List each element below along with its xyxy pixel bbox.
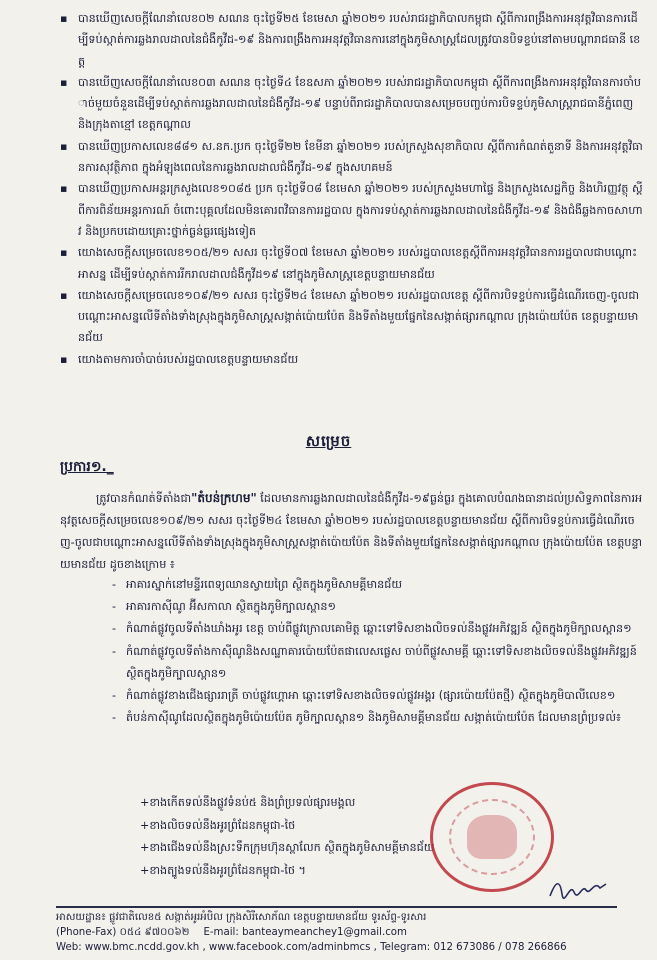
seal-emblem (467, 815, 517, 859)
footer-address-row (56, 910, 643, 925)
bullet-icon: ▪ (60, 182, 68, 196)
boundary-item: +ខាងត្បូងទល់នឹងអូរព្រំដែនកម្ពុជា-ថៃ ។ (140, 863, 306, 877)
bullet-icon: ▪ (60, 246, 68, 260)
footer-divider (56, 906, 617, 908)
location-item (112, 574, 643, 596)
preamble-item (58, 349, 643, 370)
preamble-item (58, 136, 643, 179)
bullet-icon: ▪ (60, 75, 68, 89)
dash-icon: - (112, 622, 117, 636)
footer-web-row: Web: www.bmc.ncdd.gov.kh , www.facebook.com/adminbmcs , Telegram: 012 673086 / 078 266866 (56, 942, 567, 953)
website-link[interactable]: www.bmc.ncdd.gov.kh (84, 942, 200, 953)
preamble-text: យោងសេចក្តីសម្រេចលេខ១០៩/២១ សសរ ចុះថ្ងៃទី២៤ ខែមេសា ឆ្នាំ២០២១ របស់រដ្ឋបាលខេត្ត ស្តីពីការបិទខ្ទប់ការធ្វើដំណើរចេញ-ចូលជាបណ្តោះអាសន្នលើទីតាំងទាំងស្រុងក្នុងភូមិសាស្ត្រសង្កាត់ប៉ោយប៉ែត និងទីតាំងមួយផ្នែកនៃសង្កាត់ផ្សារកណ្តាល ក្រុងប៉ោយប៉ែត ខេត្តបន្ទាយមានជ័យ (78, 288, 639, 345)
preamble-item (58, 242, 643, 285)
location-text: អាគារកាស៊ីណូ អ៊ីសកាលា ស្ថិតក្នុងភូមិក្បាលស្ពាន១ (126, 600, 336, 614)
preamble-item (58, 178, 643, 242)
phone-number: ០៥៤ ៩៧០០៦២ (119, 927, 190, 938)
location-item (112, 685, 643, 707)
letterhead-footer (56, 910, 643, 955)
preamble-list (58, 8, 643, 370)
location-text: កំណាត់ផ្លូវខាងជើងផ្សាររាត្រី ចាប់ផ្លូវហ្គោអា ឆ្ពោះទៅទិសខាងលិចទល់ផ្លូវអង្គរ (ផ្សារប៉ោយប៉ែតថ្មី) ស្ថិតក្នុងភូមិបាលីលេខ១ (126, 689, 616, 703)
location-text: អាគារស្នាក់នៅមន្ទីរពេទ្យឈានស្វាយព្រៃ ស្ថិតក្នុងភូមិសាមគ្គីមានជ័យ (126, 578, 402, 591)
location-item (112, 596, 643, 618)
footer-contact-row (56, 925, 643, 940)
email-label: E-mail: (203, 927, 239, 938)
dash-icon: - (112, 711, 117, 725)
location-list (112, 574, 643, 729)
preamble-text: យោងតាមការចាំបាច់របស់រដ្ឋបាលខេត្តបន្ទាយមានជ័យ (78, 352, 299, 366)
location-text: កំណាត់ផ្លូវចូលទីតាំងកាស៊ីណូនិងសណ្ឋាគារប៉ោយប៉ែតផាលេសផ្លេស ចាប់ពីផ្លូវសាមគ្គី ឆ្ពោះទៅទិសខាងលិចទល់នឹងផ្លូវអភិវឌ្ឍន៍ ស្ថិតក្នុងភូមិក្បាលស្ពាន១ (126, 644, 637, 680)
bullet-icon: ▪ (60, 288, 68, 302)
location-item (112, 618, 643, 640)
article-label: ប្រការ១._ (60, 459, 114, 475)
web-label: Web: (56, 942, 82, 953)
decision-heading: សម្រេច (305, 432, 352, 450)
telegram-numbers: 012 673086 / 078 266866 (433, 942, 567, 953)
dash-icon: - (112, 600, 117, 614)
location-text: កំណាត់ផ្លូវចូលទីតាំងឃាំងអូរ ខេត្ត ចាប់ពីផ្លូវក្រោលគោមិត្ត ឆ្ពោះទៅទិសខាងលិចទល់នឹងផ្លូវអភិវឌ្ឍន៍ ស្ថិតក្នុងភូមិក្បាលស្ពាន១ (126, 622, 632, 636)
address-label: អាសយដ្ឋាន៖ (56, 912, 106, 923)
article-text-start: ត្រូវបានកំណត់ទីតាំងជា (96, 492, 192, 505)
dash-icon: - (112, 689, 117, 703)
preamble-text: យោងសេចក្តីសម្រេចលេខ១០៥/២១ សសរ ចុះថ្ងៃទី០៧ ខែមេសា ឆ្នាំ២០២១ របស់រដ្ឋបាលខេត្តស្តីពីការអនុវត្តវិធានការរដ្ឋបាលជាបណ្តោះអាសន្ន ដើម្បីទប់ស្កាត់ការរីករាលដាលជំងឺកូវីដ១៩ នៅក្នុងភូមិសាស្ត្រខេត្តបន្ទាយមានជ័យ (78, 246, 638, 281)
preamble-text: បានឃើញប្រកាសលេខ៨៨១ ស.នក.ប្រក ចុះថ្ងៃទី២២ ខែមីនា ឆ្នាំ២០២១ របស់ក្រសួងសុខាភិបាល ស្តីពីការកំណត់តួនាទី និងការអនុវត្តវិធានការសុវត្ថិភាព ក្នុងអំឡុងពេលនៃការឆ្លងរាលដាលជំងឺកូវីដ-១៩ ក្នុងសហគមន៍ (78, 139, 643, 175)
boundary-item: +ខាងកើតទល់នឹងផ្លូវទំនប់៥ និងព្រំប្រទល់ផ្សារមង្គល (140, 796, 356, 809)
location-item (112, 707, 643, 729)
signature (548, 874, 608, 904)
boundary-item: +ខាងជើងទល់នឹងស្រះទឹកក្រុមហ៊ុនស្ពាលែក ស្ថិតក្នុងភូមិសាមគ្គីមានជ័យ (140, 841, 435, 854)
boundary-item: +ខាងលិចទល់នឹងអូរព្រំដែនកម្ពុជា-ថៃ (140, 818, 296, 832)
preamble-text: បានឃើញប្រកាសអន្តរក្រសួងលេខ១០៨៥ ប្រក ចុះថ្ងៃទី០៨ ខែមេសា ឆ្នាំ២០២១ របស់ក្រសួងមហាផ្ទៃ និងក្រសួងសេដ្ឋកិច្ច និងហិរញ្ញវត្ថុ ស្តីពីការពិន័យអន្តរការណ៍ ចំពោះបុគ្គលដែលមិនគោរពវិធានការរដ្ឋបាល ក្នុងការទប់ស្កាត់ការឆ្លងរាលដាលនៃជំងឺកូវីដ-១៩ និងជំងឺឆ្លងកាចសាហាវ និងប្រកបដោយគ្រោះថ្នាក់ធ្ងន់ធ្ងរផ្សេងទៀត (78, 182, 643, 238)
dash-icon: - (112, 578, 117, 591)
bullet-icon: ▪ (60, 352, 68, 366)
location-text: តំបន់កាស៊ីណូដែលស្ថិតក្នុងភូមិប៉ោយប៉ែត ភូមិក្បាលស្ពាន១ និងភូមិសាមគ្គីមានជ័យ សង្កាត់ប៉ោយប៉ែត ដែលមានព្រំប្រទល់៖ (126, 711, 621, 725)
bullet-icon: ▪ (60, 139, 68, 153)
location-item (112, 641, 643, 685)
article-text-end: ដែលមានការឆ្លងរាលដាលនៃជំងឺកូវីដ-១៩ធ្ងន់ធ្ងរ ក្នុងគោលបំណងធានាដល់ប្រសិទ្ធភាពនៃការអនុវត្តសេចក្តីសម្រេចលេខ១០៩/២១ សសរ ចុះថ្ងៃទី២៤ ខែមេសា ឆ្នាំ២០២១ របស់រដ្ឋបាលខេត្តបន្ទាយមានជ័យ ស្តីពីការបិទខ្ទប់ការធ្វើដំណើរចេញ-ចូលជាបណ្តោះអាសន្នលើទីតាំងទាំងស្រុងក្នុងភូមិសាស្ត្រសង្កាត់ប៉ោយប៉ែត និងទីតាំងមួយផ្នែកនៃសង្កាត់ផ្សារកណ្តាល ក្រុងប៉ោយប៉ែត ខេត្តបន្ទាយមានជ័យ ដូចខាងក្រោម ៖ (60, 492, 643, 571)
preamble-item (58, 72, 643, 136)
bullet-icon: ▪ (60, 12, 68, 25)
phone-label: (Phone-Fax) (56, 927, 117, 938)
preamble-text: បានឃើញសេចក្តីណែនាំលេខ០២ សណន ចុះថ្ងៃទី២៥ ខែមេសា ឆ្នាំ២០២១ របស់រាជរដ្ឋាភិបាលកម្ពុជា ស្តីពីការពង្រឹងការអនុវត្តវិធានការដើម្បីទប់ស្កាត់ការឆ្លងរាលដាលនៃជំងឺកូវីដ-១៩ និងការពង្រឹងការអនុវត្តវិធានការនៅក្នុងភូមិសាស្ត្រដែលត្រូវបានបិទខ្ទប់នៅតាមបណ្តារាជធានី ខេត្ត (78, 12, 641, 68)
preamble-item (58, 285, 643, 349)
preamble-text: បានឃើញសេចក្តីណែនាំលេខ០៣ សណន ចុះថ្ងៃទី៤ ខែឧសភា ឆ្នាំ២០២១ របស់រាជរដ្ឋាភិបាលកម្ពុជា ស្តីពីការពង្រឹងការអនុវត្តវិធានការចាំបាច់មួយចំនួនដើម្បីទប់ស្កាត់ការឆ្លងរាលដាលនៃជំងឺកូវីដ-១៩ បន្ទាប់ពីរាជរដ្ឋាភិបាលបានសម្រេចបញ្ចប់ការបិទខ្ទប់ភូមិសាស្ត្ររាជធានីភ្នំពេញ និងក្រុងតាខ្មៅ ខេត្តកណ្តាល (78, 75, 642, 132)
telegram-label: Telegram: (380, 942, 431, 953)
red-zone-label: "តំបន់ក្រហម" (191, 491, 257, 505)
address-text: ផ្លូវជាតិលេខ៥ សង្កាត់អូរអំបិល ក្រុងសិរីសោភ័ណ ខេត្តបន្ទាយមានជ័យ ទូរស័ព្ទ-ទូរសារ (109, 912, 427, 923)
article-body (60, 487, 643, 576)
facebook-link[interactable]: www.facebook.com/adminbmcs (208, 942, 371, 953)
email-link[interactable]: banteaymeanchey1@gmail.com (242, 927, 407, 938)
preamble-item (58, 8, 643, 72)
dash-icon: - (112, 644, 117, 658)
official-seal (430, 782, 554, 892)
